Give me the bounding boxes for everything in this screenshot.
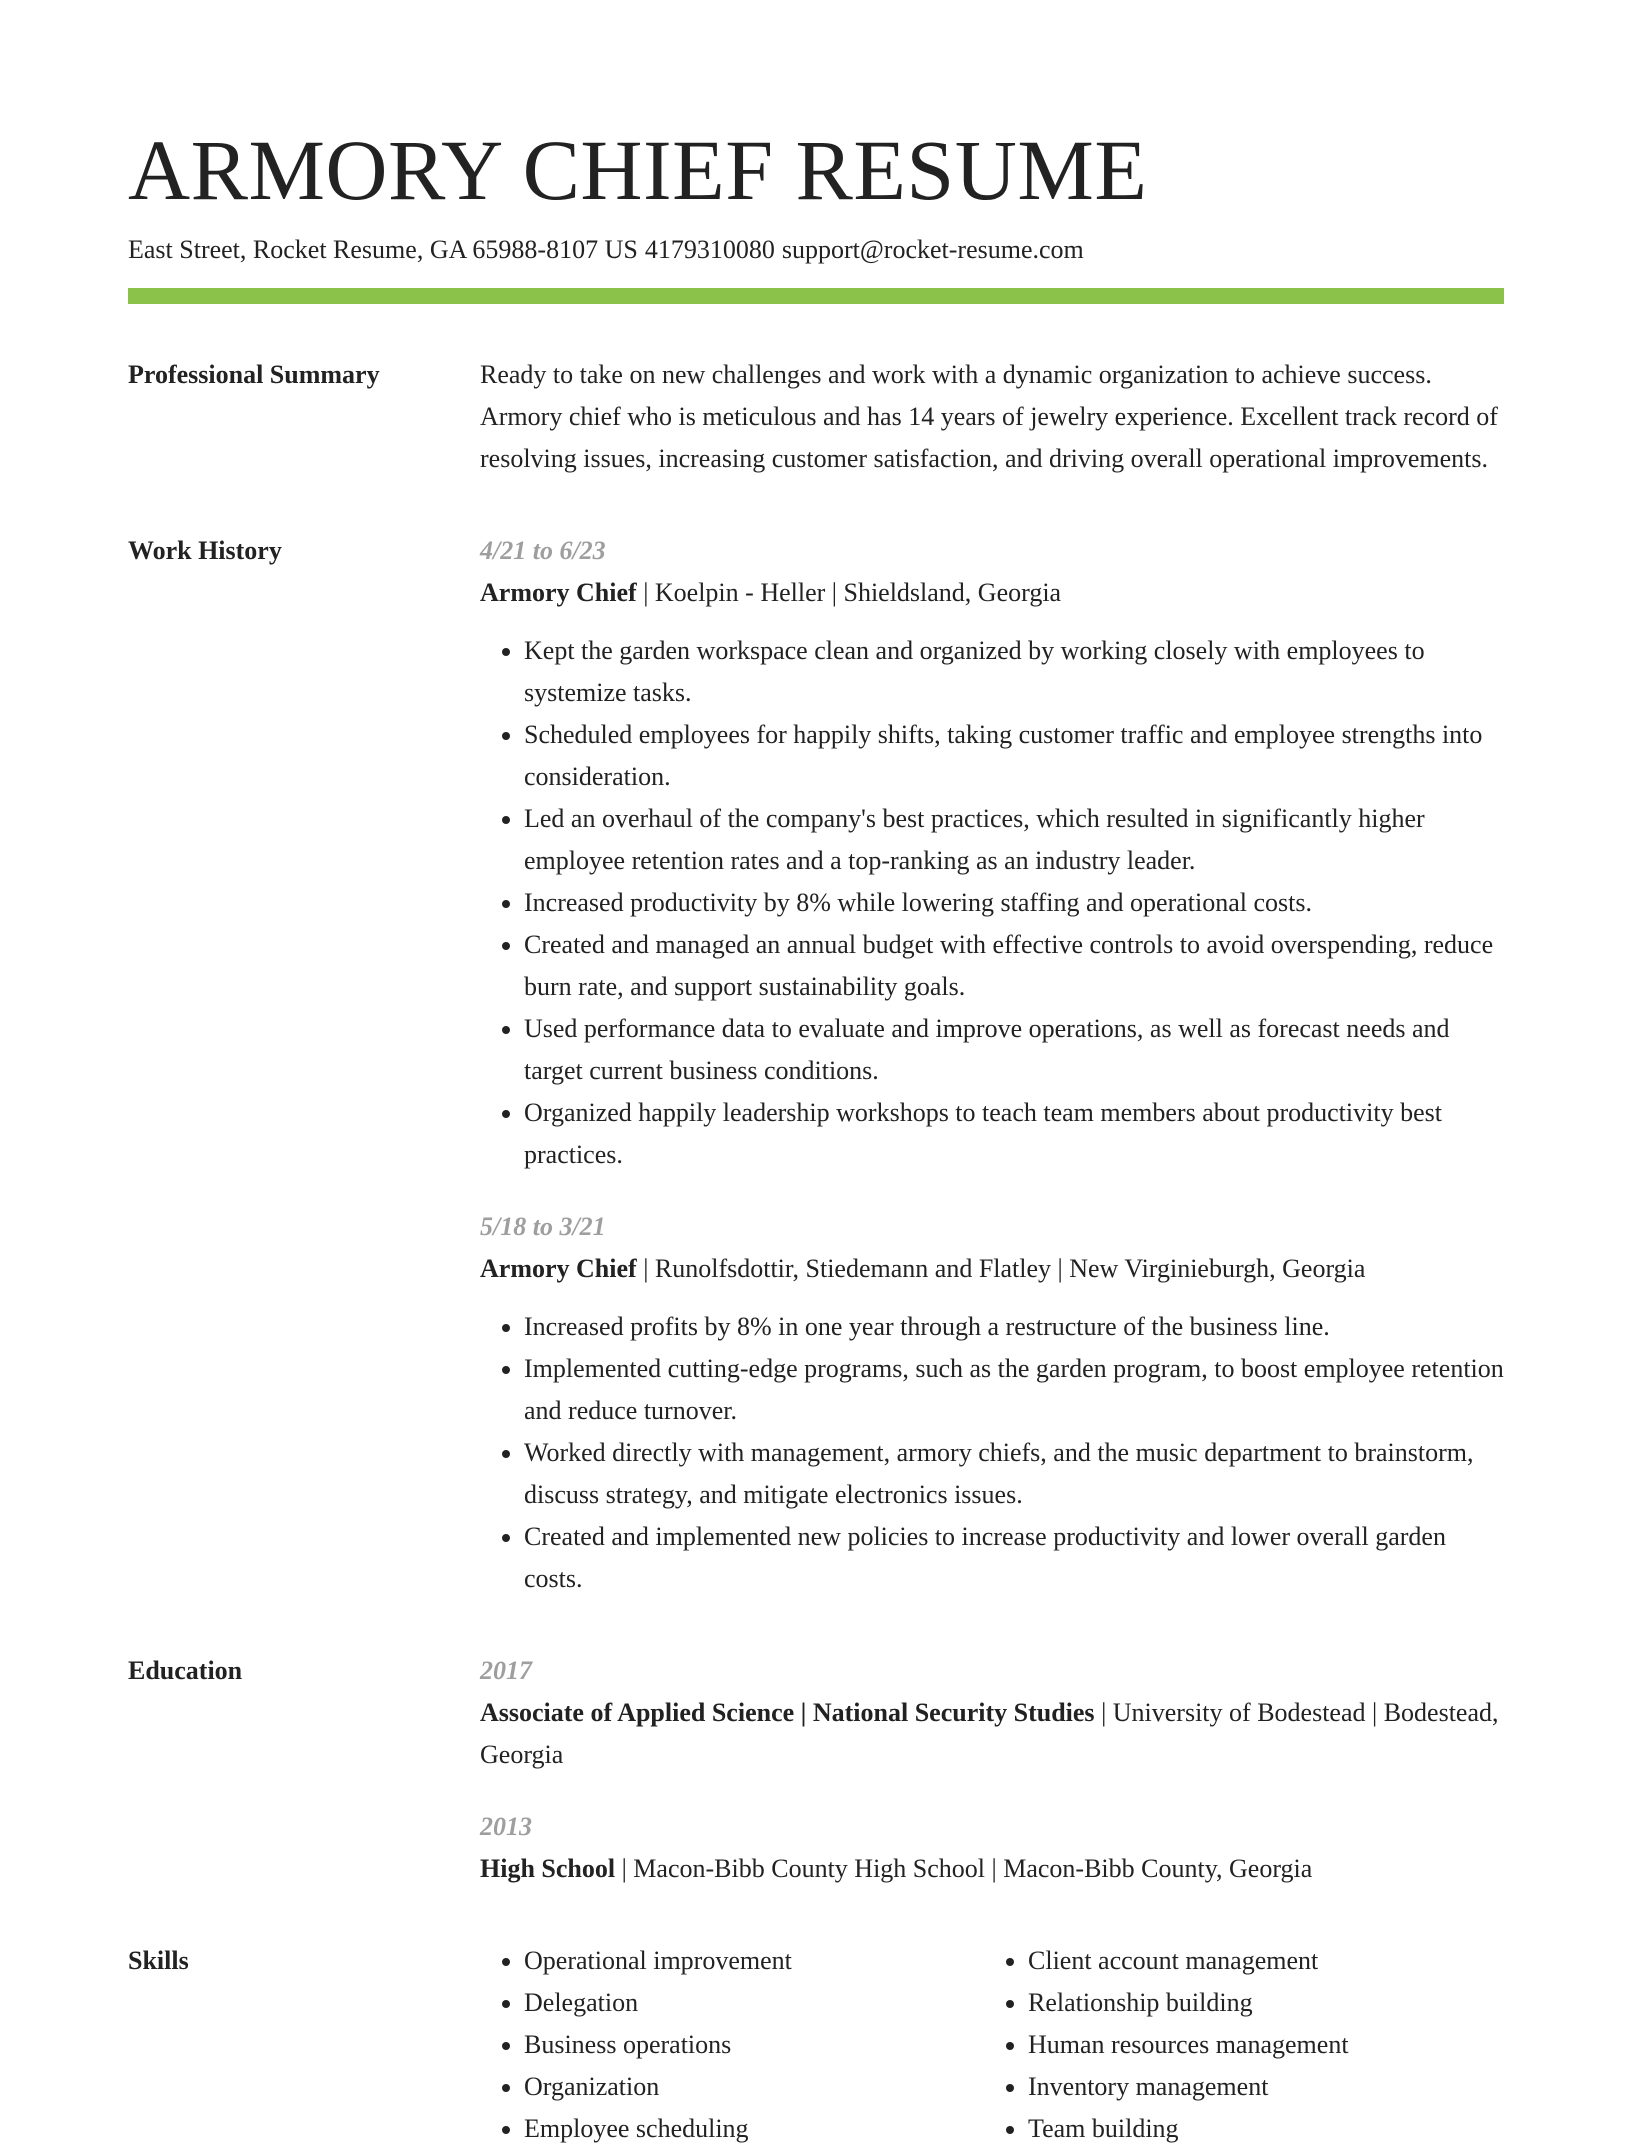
work-history-heading: Work History [128,536,282,565]
education-entry [480,1806,1504,1890]
resume-page [128,118,1504,2150]
contact-phone: 4179310080 [644,235,775,264]
skill-item: • Delegation [524,1982,984,2024]
contact-email: support@rocket-resume.com [781,235,1084,264]
education-degree: Associate of Applied Science | National Security Studies [480,1698,1095,1727]
job-bullet: • Used performance data to evaluate and improve operations, as well as forecast needs and target current business conditions. [524,1008,1504,1092]
job-entry [480,1206,1504,1600]
job-heading [480,572,1504,614]
job-title: Armory Chief [480,578,637,607]
skills-list-right [984,1940,1488,2150]
skills-heading: Skills [128,1946,189,1975]
job-details: | Runolfsdottir, Stiedemann and Flatley | New Virginieburgh, Georgia [636,1254,1366,1283]
education-section [128,1650,1504,1890]
job-bullet: • Scheduled employees for happily shifts, taking customer traffic and employee strengths into consideration. [524,714,1504,798]
job-bullet: • Kept the garden workspace clean and organized by working closely with employees to systemize tasks. [524,630,1504,714]
summary-section [128,354,1504,480]
job-bullets [480,1306,1504,1600]
education-details: | University of Bodestead | Bodestead, Georgia [480,1698,1499,1769]
education-heading-line [480,1692,1504,1776]
education-heading-line [480,1848,1504,1890]
job-bullet: • Created and implemented new policies to increase productivity and lower overall garden costs. [524,1516,1504,1600]
contact-line [128,232,1504,268]
summary-text: Ready to take on new challenges and work with a dynamic organization to achieve success. Armory chief who is meticulous and has 14 years of jewelry experience. Excellent track record of resolving issues, increasing customer satisfaction, and driving overall operational improvements. [480,360,1498,473]
skill-item: • Business operations [524,2024,984,2066]
skills-section [128,1940,1504,2150]
job-dates: 5/18 to 3/21 [480,1212,606,1241]
job-bullets [480,630,1504,1176]
summary-heading: Professional Summary [128,360,380,389]
job-bullet: • Organized happily leadership workshops to teach team members about productivity best practices. [524,1092,1504,1176]
job-bullet: • Increased profits by 8% in one year through a restructure of the business line. [524,1306,1504,1348]
education-entry [480,1650,1504,1776]
job-entry [480,530,1504,1176]
skill-item: • Employee scheduling [524,2108,984,2150]
education-degree: High School [480,1854,616,1883]
job-heading [480,1248,1504,1290]
education-year: 2013 [480,1812,532,1841]
job-bullet: • Implemented cutting-edge programs, such as the garden program, to boost employee retention and reduce turnover. [524,1348,1504,1432]
work-history-section [128,530,1504,1600]
education-details: | Macon-Bibb County High School | Macon-Bibb County, Georgia [615,1854,1313,1883]
skills-columns [480,1940,1504,2150]
job-bullet: • Worked directly with management, armory chiefs, and the music department to brainstorm, discuss strategy, and mitigate electronics issues. [524,1432,1504,1516]
skill-item: • Operational improvement [524,1940,984,1982]
skill-item: • Organization [524,2066,984,2108]
job-bullet: • Increased productivity by 8% while lowering staffing and operational costs. [524,882,1504,924]
job-bullet: • Created and managed an annual budget with effective controls to avoid overspending, reduce burn rate, and support sustainability goals. [524,924,1504,1008]
skill-item: • Relationship building [1028,1982,1488,2024]
job-title: Armory Chief [480,1254,637,1283]
skill-item: • Team building [1028,2108,1488,2150]
education-heading: Education [128,1656,243,1685]
skills-list-left [480,1940,984,2150]
job-bullet: • Led an overhaul of the company's best practices, which resulted in significantly higher employee retention rates and a top-ranking as an industry leader. [524,798,1504,882]
job-details: | Koelpin - Heller | Shieldsland, Georgia [636,578,1062,607]
job-dates: 4/21 to 6/23 [480,536,606,565]
contact-address: East Street, Rocket Resume, GA 65988-8107 US [128,235,638,264]
education-year: 2017 [480,1656,532,1685]
header-divider [128,288,1504,304]
skill-item: • Human resources management [1028,2024,1488,2066]
skill-item: • Inventory management [1028,2066,1488,2108]
resume-title: ARMORY CHIEF RESUME [128,122,1148,218]
skill-item: • Client account management [1028,1940,1488,1982]
